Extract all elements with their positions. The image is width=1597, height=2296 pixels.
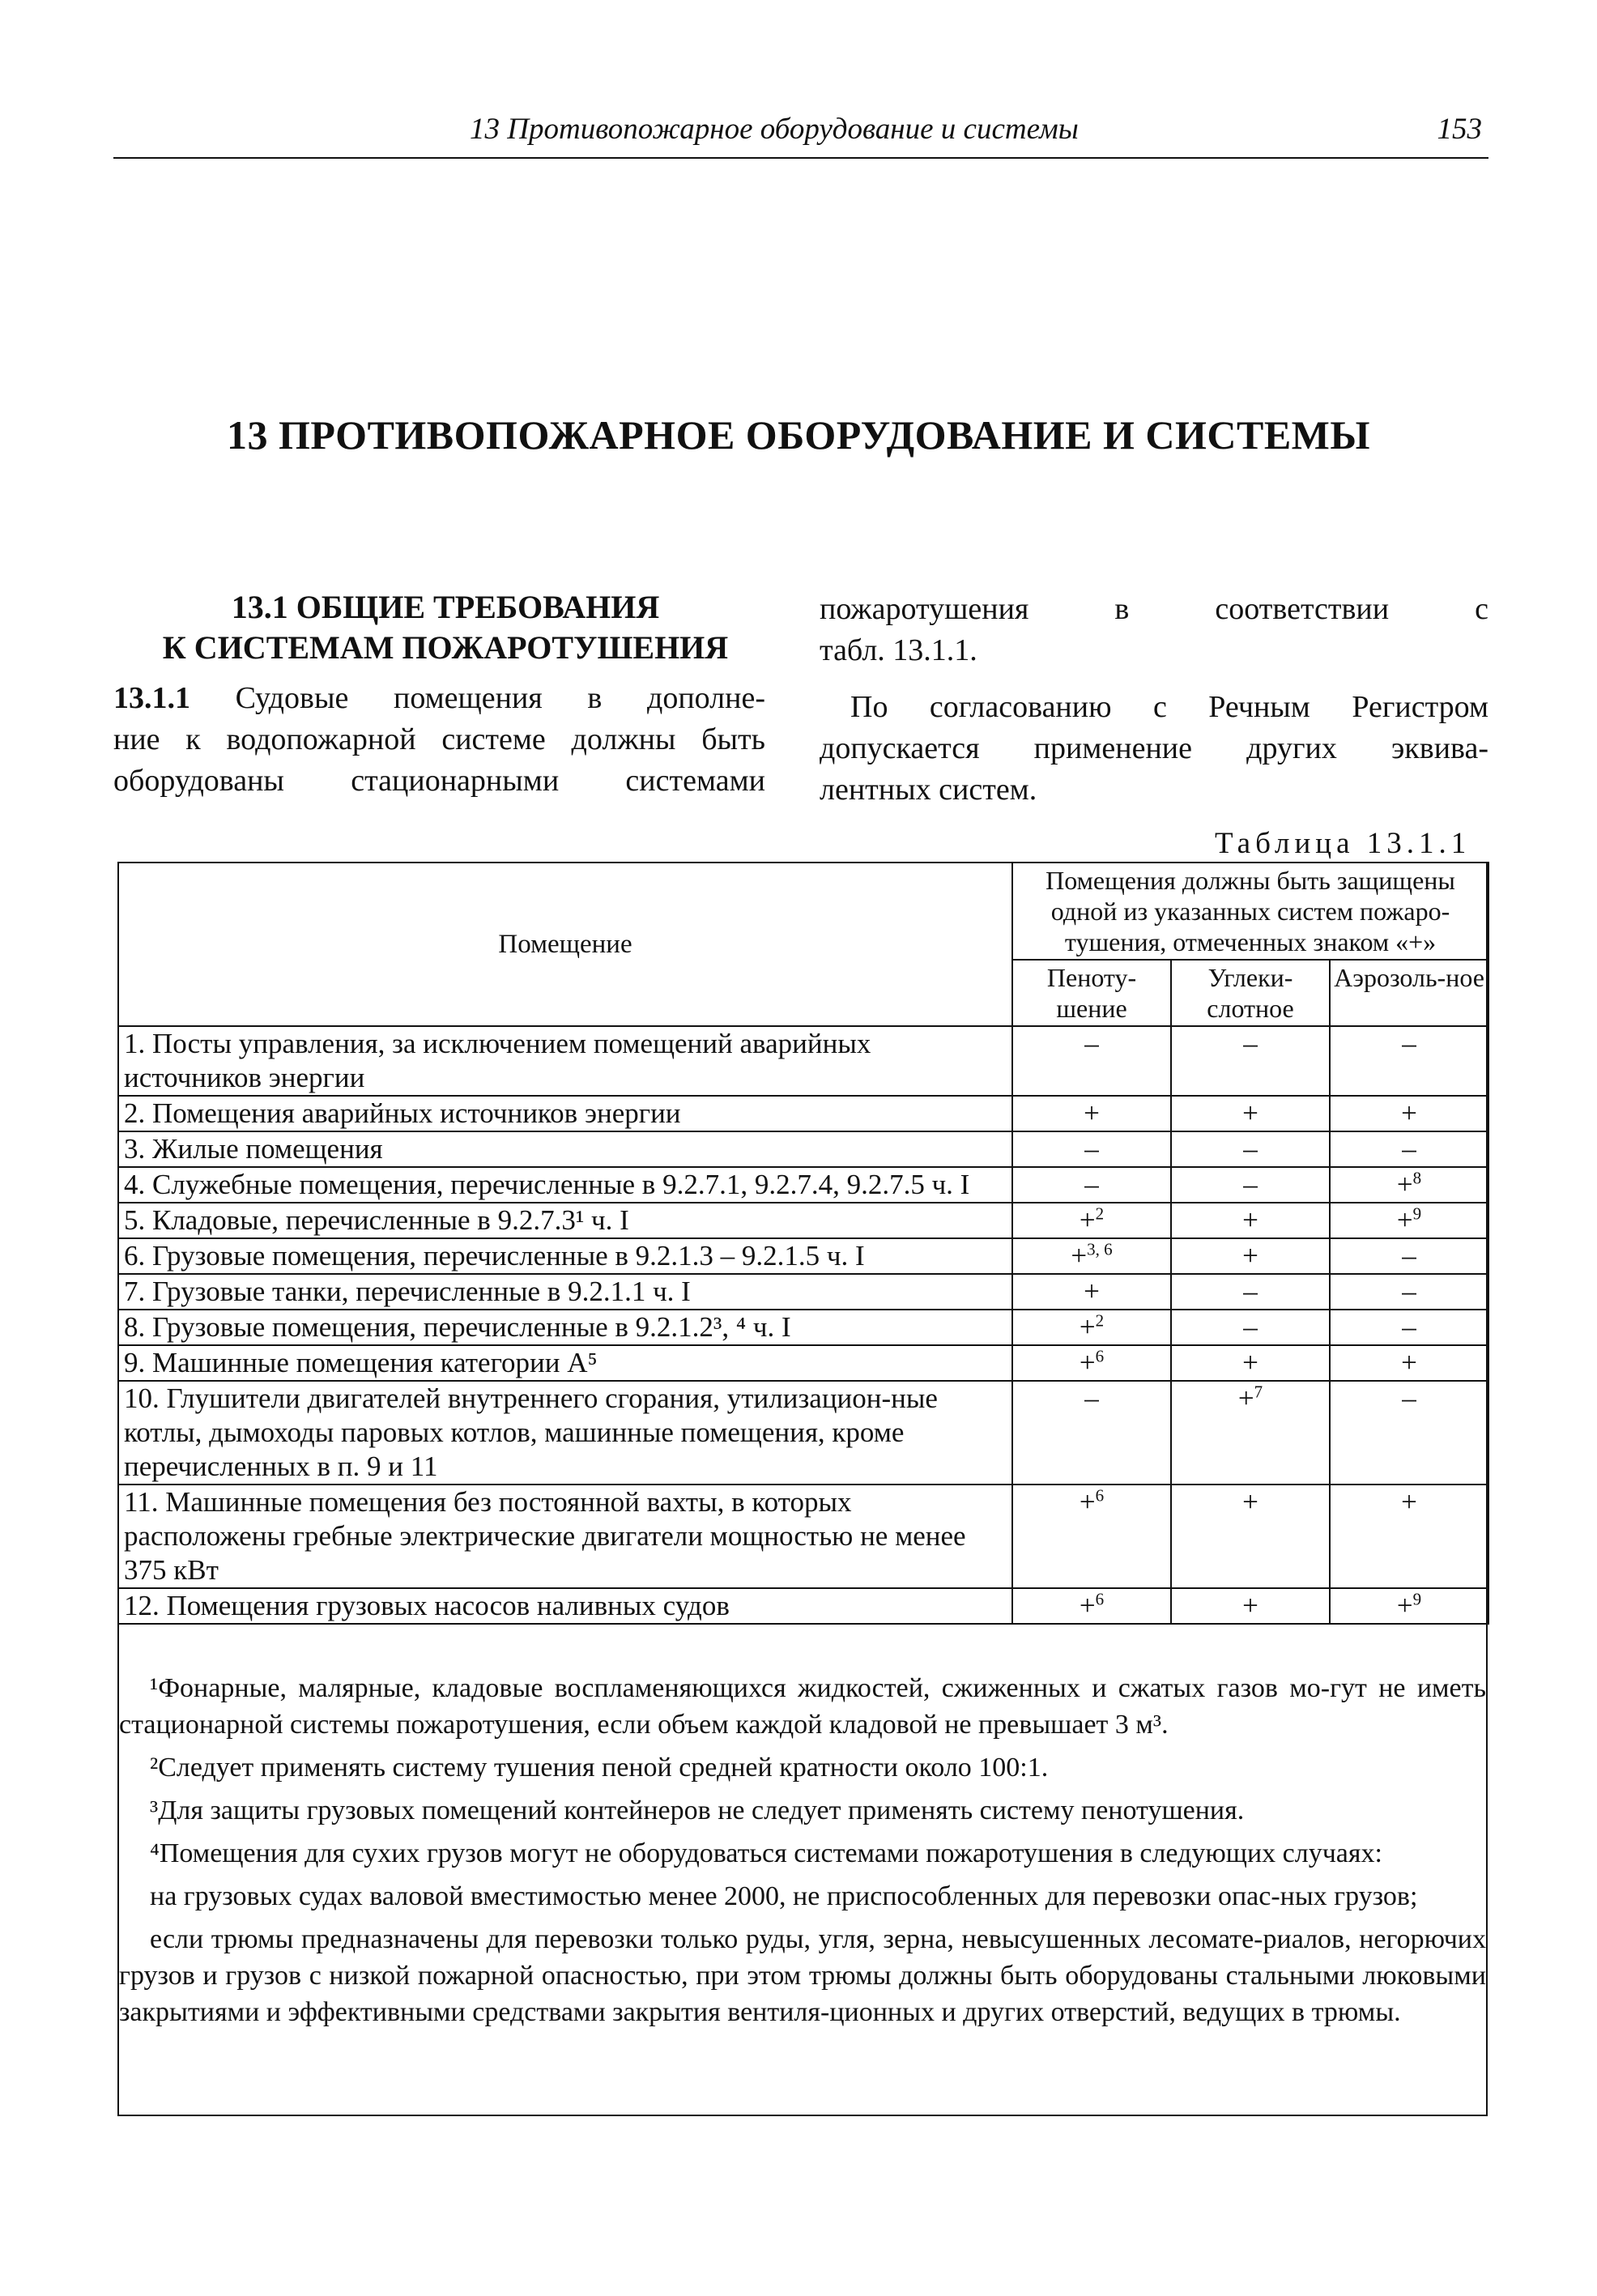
table-row	[118, 1381, 1488, 1485]
cell-symbol: –	[1084, 1133, 1099, 1165]
cell-symbol: +	[1079, 1486, 1096, 1518]
cell-symbol: +	[1242, 1347, 1258, 1378]
cell-co2	[1171, 1381, 1330, 1485]
room-name: 9. Машинные помещения категории A⁵	[118, 1345, 1012, 1381]
table-row	[118, 1167, 1488, 1203]
cell-symbol: +	[1079, 1590, 1096, 1621]
cell-symbol: +	[1242, 1590, 1258, 1621]
cell-symbol: –	[1084, 1382, 1099, 1414]
cell-co2	[1171, 1238, 1330, 1274]
cell-aerosol	[1330, 1096, 1488, 1131]
note: ²Следует применять систему тушения пеной средней кратности около 100:1.	[150, 1753, 1049, 1783]
paragraph-line: ние к водопожарной системе должны быть	[113, 722, 765, 756]
table-row	[118, 1274, 1488, 1310]
cell-co2	[1171, 1345, 1330, 1381]
table-body	[118, 1026, 1488, 1624]
chapter-title: 13 ПРОТИВОПОЖАРНОЕ ОБОРУДОВАНИЕ И СИСТЕМЫ	[227, 412, 1370, 458]
cell-foam	[1012, 1310, 1171, 1345]
cell-symbol: –	[1084, 1028, 1099, 1059]
cell-footnote: 6	[1095, 1346, 1105, 1366]
cell-aerosol	[1330, 1238, 1488, 1274]
room-name: 7. Грузовые танки, перечисленные в 9.2.1.1 ч. I	[118, 1274, 1012, 1310]
cell-symbol: +	[1242, 1240, 1258, 1272]
paragraph-13-1-1	[113, 678, 765, 802]
header-group: Помещения должны быть защищены одной из указанных систем пожаро-тушения, отмеченных знаком «+»	[1012, 863, 1488, 960]
cell-co2	[1171, 1167, 1330, 1203]
cell-symbol: –	[1402, 1311, 1416, 1343]
room-name: 11. Машинные помещения без постоянной вахты, в которых расположены гребные электрические двигатели мощностью не менее 375 кВт	[118, 1485, 1012, 1588]
table-row	[118, 1588, 1488, 1624]
table-row	[118, 1203, 1488, 1238]
cell-aerosol	[1330, 1203, 1488, 1238]
cell-footnote: 2	[1095, 1203, 1105, 1224]
room-name: 10. Глушители двигателей внутреннего сгорания, утилизацион-ные котлы, дымоходы паровых котлов, машинные помещения, кроме перечисленных в п. 9 и 11	[118, 1381, 1012, 1485]
table-row	[118, 1096, 1488, 1131]
cell-symbol: +	[1396, 1169, 1413, 1200]
cell-foam	[1012, 1345, 1171, 1381]
cell-aerosol	[1330, 1026, 1488, 1096]
header-room: Помещение	[118, 863, 1012, 1026]
fire-systems-table	[117, 862, 1489, 1625]
paragraph-text: Судовые помещения в дополне-	[235, 681, 766, 715]
section-title-line2: К СИСТЕМАМ ПОЖАРОТУШЕНИЯ	[162, 629, 729, 666]
cell-symbol: +	[1079, 1204, 1096, 1236]
cell-symbol: +	[1401, 1347, 1417, 1378]
room-name: 3. Жилые помещения	[118, 1131, 1012, 1167]
cell-aerosol	[1330, 1381, 1488, 1485]
cell-symbol: –	[1243, 1311, 1258, 1343]
cell-co2	[1171, 1274, 1330, 1310]
cell-footnote: 8	[1412, 1168, 1422, 1188]
cell-foam	[1012, 1381, 1171, 1485]
cell-symbol: +	[1401, 1486, 1417, 1518]
note: ¹Фонарные, малярные, кладовые воспламеняющихся жидкостей, сжиженных и сжатых газов мо-гут не иметь стационарной системы пожаротушения, если объем каждой кладовой не превышает 3 м³.	[119, 1673, 1486, 1740]
cell-aerosol	[1330, 1310, 1488, 1345]
section-title-line1: 13.1 ОБЩИЕ ТРЕБОВАНИЯ	[231, 589, 660, 625]
room-name: 4. Служебные помещения, перечисленные в 9.2.7.1, 9.2.7.4, 9.2.7.5 ч. I	[118, 1167, 1012, 1203]
cell-footnote: 9	[1412, 1589, 1422, 1609]
cell-symbol: –	[1402, 1133, 1416, 1165]
cell-aerosol	[1330, 1274, 1488, 1310]
paragraph-number: 13.1.1	[113, 681, 190, 715]
room-name: 8. Грузовые помещения, перечисленные в 9.2.1.2³, ⁴ ч. I	[118, 1310, 1012, 1345]
header-co2: Углеки-слотное	[1171, 960, 1330, 1026]
cell-footnote: 2	[1095, 1310, 1105, 1331]
cell-symbol: +	[1396, 1204, 1413, 1236]
table-row	[118, 1485, 1488, 1588]
cell-symbol: +	[1084, 1097, 1100, 1129]
cell-symbol: –	[1243, 1276, 1258, 1307]
room-name: 12. Помещения грузовых насосов наливных судов	[118, 1588, 1012, 1624]
cell-symbol: –	[1243, 1169, 1258, 1200]
running-head-title: 13 Противопожарное оборудование и системы	[470, 113, 1079, 146]
cell-symbol: +	[1079, 1347, 1096, 1378]
cell-co2	[1171, 1485, 1330, 1588]
table-row	[118, 1238, 1488, 1274]
cell-symbol: –	[1402, 1240, 1416, 1272]
cell-foam	[1012, 1485, 1171, 1588]
table-row	[118, 1131, 1488, 1167]
cell-symbol: +	[1242, 1486, 1258, 1518]
cell-symbol: –	[1402, 1382, 1416, 1414]
room-name: 2. Помещения аварийных источников энергии	[118, 1096, 1012, 1131]
cell-symbol: +	[1242, 1204, 1258, 1236]
cell-symbol: +	[1242, 1097, 1258, 1129]
cell-foam	[1012, 1203, 1171, 1238]
cell-symbol: –	[1402, 1028, 1416, 1059]
cell-foam	[1012, 1167, 1171, 1203]
cell-foam	[1012, 1238, 1171, 1274]
room-name: 5. Кладовые, перечисленные в 9.2.7.3¹ ч. I	[118, 1203, 1012, 1238]
header-aerosol: Аэрозоль-ное	[1330, 960, 1488, 1026]
cell-symbol: +	[1401, 1097, 1417, 1129]
cell-symbol: –	[1402, 1276, 1416, 1307]
cell-foam	[1012, 1274, 1171, 1310]
cell-co2	[1171, 1588, 1330, 1624]
note: если трюмы предназначены для перевозки только руды, угля, зерна, невысушенных лесомате-риалов, негорючих грузов и грузов с низкой пожарной опасностью, при этом трюмы должны быть оборудованы стальными люковыми закрытиями и эффективными средствами закрытия вентиля-ционных и других отверстий, ведущих в трюмы.	[119, 1924, 1486, 2027]
paragraph-line: пожаротушения в соответствии с	[820, 592, 1488, 626]
paragraph-line	[113, 678, 765, 719]
cell-symbol: –	[1243, 1133, 1258, 1165]
table-caption: Таблица 13.1.1	[1215, 827, 1471, 860]
cell-symbol: –	[1084, 1169, 1099, 1200]
cell-co2	[1171, 1026, 1330, 1096]
cell-co2	[1171, 1310, 1330, 1345]
paragraph-line: По согласованию с Речным Регистром	[850, 690, 1488, 724]
cell-footnote: 7	[1254, 1382, 1263, 1402]
cell-co2	[1171, 1203, 1330, 1238]
paragraph-continuation	[820, 589, 1488, 671]
table-notes	[119, 1670, 1486, 2037]
section-title	[113, 587, 777, 668]
cell-aerosol	[1330, 1167, 1488, 1203]
table-row	[118, 1026, 1488, 1096]
cell-co2	[1171, 1131, 1330, 1167]
paragraph-line: табл. 13.1.1.	[820, 633, 977, 667]
cell-footnote: 3, 6	[1087, 1239, 1113, 1259]
paragraph-line: оборудованы стационарными системами	[113, 764, 765, 798]
header-foam: Пеноту-шение	[1012, 960, 1171, 1026]
running-head	[113, 112, 1488, 159]
cell-foam	[1012, 1026, 1171, 1096]
paragraph-line: допускается применение других эквива-	[820, 731, 1488, 765]
cell-co2	[1171, 1096, 1330, 1131]
cell-aerosol	[1330, 1345, 1488, 1381]
cell-foam	[1012, 1131, 1171, 1167]
cell-symbol: +	[1237, 1382, 1254, 1414]
cell-aerosol	[1330, 1588, 1488, 1624]
cell-symbol: +	[1071, 1240, 1088, 1272]
table-row	[118, 1345, 1488, 1381]
note: на грузовых судах валовой вместимостью менее 2000, не приспособленных для перевозки опас-ных грузов;	[150, 1881, 1418, 1911]
cell-symbol: +	[1396, 1590, 1413, 1621]
note: ³Для защиты грузовых помещений контейнеров не следует применять систему пенотушения.	[150, 1795, 1245, 1825]
cell-aerosol	[1330, 1131, 1488, 1167]
paragraph-line: лентных систем.	[820, 773, 1037, 807]
table-row	[118, 1310, 1488, 1345]
room-name: 6. Грузовые помещения, перечисленные в 9.2.1.3 – 9.2.1.5 ч. I	[118, 1238, 1012, 1274]
cell-foam	[1012, 1096, 1171, 1131]
cell-symbol: –	[1243, 1028, 1258, 1059]
paragraph-registry	[820, 687, 1488, 811]
cell-symbol: +	[1084, 1276, 1100, 1307]
cell-aerosol	[1330, 1485, 1488, 1588]
cell-symbol: +	[1079, 1311, 1096, 1343]
cell-footnote: 6	[1095, 1589, 1105, 1609]
page-number: 153	[1437, 113, 1482, 146]
note: ⁴Помещения для сухих грузов могут не оборудоваться системами пожаротушения в следующих случаях:	[150, 1838, 1382, 1868]
cell-foam	[1012, 1588, 1171, 1624]
cell-footnote: 6	[1095, 1485, 1105, 1506]
cell-footnote: 9	[1412, 1203, 1422, 1224]
room-name: 1. Посты управления, за исключением помещений аварийных источников энергии	[118, 1026, 1012, 1096]
